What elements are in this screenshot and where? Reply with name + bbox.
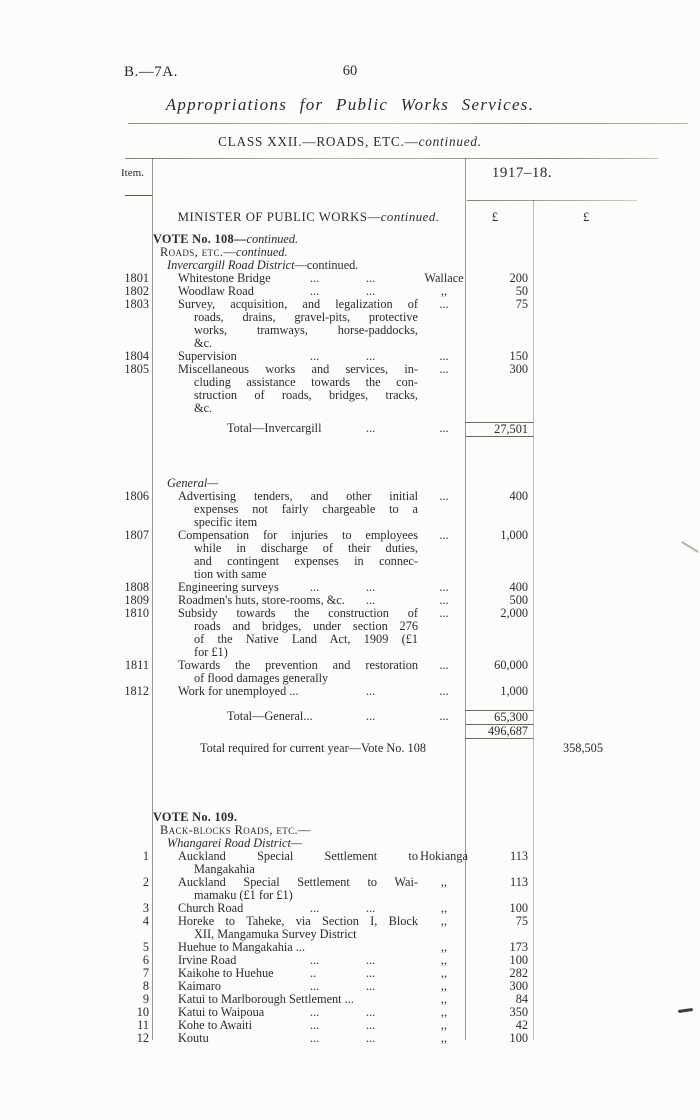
dot-leader: ... — [366, 1018, 376, 1032]
item-number — [115, 724, 152, 739]
item-number: 3 — [142, 901, 149, 915]
description-line: Compensation for injuries to employees — [178, 528, 418, 542]
table-row — [115, 915, 675, 941]
item-column-header: Item. — [121, 167, 144, 179]
amount-value: 27,501 — [465, 422, 533, 437]
locality: ... — [439, 349, 449, 363]
amount-value — [465, 233, 533, 246]
dot-leader: ... — [310, 953, 320, 967]
amount-total-value — [533, 259, 675, 272]
item-number — [115, 824, 152, 837]
class-rule — [125, 158, 658, 159]
amount-value: 75 — [515, 914, 528, 928]
description-line: XII, Mangamuka Survey District — [194, 927, 357, 941]
item-description — [178, 659, 418, 685]
locality: ... — [439, 684, 449, 698]
total-label: Total—Invercargill — [227, 421, 322, 435]
description-line: of the Native Land Act, 1909 (£1 — [194, 632, 418, 646]
description-line: Church Road — [178, 901, 244, 915]
locality: ... — [439, 489, 449, 503]
item-description — [178, 363, 418, 415]
amount-value — [465, 742, 533, 755]
description-line: of flood damages generally — [194, 671, 329, 685]
amount-total-value — [533, 1019, 675, 1032]
running-title: Appropriations for Public Works Services. — [165, 95, 535, 114]
item-number: 1811 — [124, 658, 149, 672]
table-row — [115, 211, 675, 224]
amount-value — [465, 811, 533, 824]
grand-total-label: Total required for current year—Vote No. 108 — [200, 741, 426, 755]
item-description — [178, 876, 418, 902]
description-line: Mangakahia — [194, 862, 255, 876]
class-heading — [0, 134, 700, 150]
description-line: Irvine Road — [178, 953, 237, 967]
section-heading — [152, 211, 465, 224]
item-number: 1806 — [124, 489, 149, 503]
dot-leader: ... — [310, 284, 320, 298]
dot-leader: ... — [366, 593, 376, 607]
item-number — [115, 246, 152, 259]
table-row — [115, 724, 675, 739]
description-line: &c. — [194, 336, 213, 350]
item-number — [115, 811, 152, 824]
item-number: 1812 — [124, 684, 149, 698]
row-body — [152, 659, 465, 685]
appropriations-table — [115, 205, 675, 1045]
amount-total-value: 358,505 — [563, 741, 603, 755]
description-line: Miscellaneous works and services, in- — [178, 362, 418, 376]
table-row — [115, 710, 675, 724]
amount-value — [465, 246, 533, 259]
item-number: 9 — [142, 992, 149, 1006]
locality: ... — [439, 297, 449, 311]
item-description — [178, 850, 418, 876]
amount-total-value — [533, 233, 675, 246]
amount-total-value — [533, 1032, 675, 1045]
dot-leader: ... — [310, 1031, 320, 1045]
locality: ,, — [440, 1031, 448, 1045]
item-number: 12 — [136, 1031, 149, 1045]
dot-leader: ... — [310, 349, 320, 363]
item-number: 6 — [142, 953, 149, 967]
item-description — [178, 298, 418, 350]
dot-leader: ... — [310, 271, 320, 285]
description-line: Towards the prevention and restoration — [178, 658, 418, 672]
amount-value: £ — [491, 210, 499, 224]
row-body — [152, 1032, 465, 1045]
subsection-heading-text: Back-blocks Roads, etc.— — [160, 823, 311, 837]
amount-total-value — [533, 529, 675, 581]
total-label: Total—General... — [227, 709, 313, 723]
table-row — [115, 1032, 675, 1045]
subsection-heading-continued: continued. — [236, 245, 288, 259]
amount-total-value — [533, 581, 675, 594]
amount-total-value — [533, 659, 675, 685]
description-line: Whitestone Bridge — [178, 271, 271, 285]
amount-value: 1,000 — [500, 528, 528, 542]
amount-total-value — [533, 477, 675, 490]
locality: ... — [439, 593, 449, 607]
vote-heading-text: VOTE No. 108— — [153, 232, 247, 246]
amount-value: 200 — [509, 271, 528, 285]
table-row — [115, 298, 675, 350]
subsection-heading-text: Roads, etc.— — [160, 245, 237, 259]
amount-value: 300 — [509, 979, 528, 993]
district-heading-text: Whangarei Road District— — [167, 836, 302, 850]
locality: ... — [439, 580, 449, 594]
amount-value: 42 — [515, 1018, 528, 1032]
locality: ,, — [440, 1018, 448, 1032]
item-number: 1804 — [124, 349, 149, 363]
amount-value: 350 — [509, 1005, 528, 1019]
dot-leader: ... — [366, 709, 376, 723]
amount-value: 60,000 — [494, 658, 528, 672]
amount-total-value — [533, 246, 675, 259]
locality: ,, — [440, 901, 448, 915]
table-row — [115, 490, 675, 529]
description-line: Horeke to Taheke, via Section I, Block — [178, 914, 418, 928]
amount-value: 173 — [509, 940, 528, 954]
description-line: Advertising tenders, and other initial — [178, 489, 418, 503]
table-row — [115, 607, 675, 659]
dot-leader: ... — [439, 709, 449, 723]
amount-total-value — [533, 490, 675, 529]
amount-total-value — [533, 1006, 675, 1019]
amount-total-value — [533, 298, 675, 350]
amount-total-value — [533, 350, 675, 363]
amount-total-value — [533, 954, 675, 967]
item-description — [178, 915, 418, 941]
description-line: works, tramways, horse-paddocks, — [194, 323, 418, 337]
item-number: 4 — [142, 914, 149, 928]
amount-value: 400 — [509, 580, 528, 594]
dot-leader: ... — [439, 421, 449, 435]
description-line: Kaikohe to Huehue — [178, 966, 274, 980]
locality: ,, — [440, 875, 448, 889]
amount-total-value — [533, 685, 675, 698]
class-heading-main: CLASS XXII.—ROADS, ETC.— — [218, 134, 419, 149]
pen-mark-stroke — [681, 541, 699, 553]
locality: ... — [439, 606, 449, 620]
locality: ,, — [440, 940, 448, 954]
document-reference: B.—7A. — [124, 64, 178, 80]
amount-value: 75 — [515, 297, 528, 311]
dot-leader: ... — [366, 271, 376, 285]
dot-leader: ... — [366, 979, 376, 993]
table-row — [115, 659, 675, 685]
amount-total-value — [533, 967, 675, 980]
description-line: mamaku (£1 for £1) — [194, 888, 293, 902]
amount-value — [465, 824, 533, 837]
description-line: for £1) — [194, 645, 228, 659]
amount-total-value — [533, 980, 675, 993]
item-number: 7 — [142, 966, 149, 980]
table-row — [115, 685, 675, 698]
amount-total-value — [533, 993, 675, 1006]
locality: Hokianga — [420, 849, 468, 863]
description-line: specific item — [194, 515, 258, 529]
item-description — [178, 490, 418, 529]
description-line: Work for unemployed ... — [178, 684, 299, 698]
item-number: 8 — [142, 979, 149, 993]
description-line: Katui to Waipoua — [178, 1005, 265, 1019]
description-line: Auckland Special Settlement to — [178, 849, 418, 863]
item-number: 1805 — [124, 362, 149, 376]
dot-leader: ... — [366, 580, 376, 594]
amount-value: 500 — [509, 593, 528, 607]
amount-value: 400 — [509, 489, 528, 503]
description-line: roads, drains, gravel-pits, protective — [194, 310, 418, 324]
dot-leader: ... — [310, 1018, 320, 1032]
row-body — [152, 363, 465, 415]
amount-total-value: £ — [583, 210, 590, 224]
item-description — [178, 607, 418, 659]
amount-value: 1,000 — [500, 684, 528, 698]
description-line: Kohe to Awaiti — [178, 1018, 253, 1032]
pen-mark-dash — [678, 1008, 693, 1013]
description-line: while in discharge of their duties, — [194, 541, 418, 555]
amount-value: 100 — [509, 901, 528, 915]
item-description — [178, 529, 418, 581]
locality: ,, — [440, 953, 448, 967]
item-number: 2 — [142, 875, 149, 889]
amount-total-value — [533, 811, 675, 824]
amount-total-value — [533, 724, 675, 739]
description-line: Engineering surveys — [178, 580, 279, 594]
dot-leader: ... — [366, 284, 376, 298]
dot-leader: ... — [366, 901, 376, 915]
item-number: 1802 — [124, 284, 149, 298]
description-line: Woodlaw Road — [178, 284, 254, 298]
description-line: struction of roads, bridges, tracks, — [194, 388, 418, 402]
row-gap — [115, 415, 675, 422]
item-number: 1 — [142, 849, 149, 863]
item-number: 1807 — [124, 528, 149, 542]
table-row — [115, 529, 675, 581]
row-body — [152, 710, 465, 724]
amount-value: 113 — [510, 875, 528, 889]
row-gap — [115, 698, 675, 710]
description-line: cluding assistance towards the con- — [194, 375, 418, 389]
description-line: Auckland Special Settlement to Wai- — [178, 875, 418, 889]
dot-leader: ... — [310, 901, 320, 915]
section-heading-continued: continued. — [380, 210, 440, 224]
item-description — [178, 685, 418, 698]
table-row — [115, 850, 675, 876]
row-gap — [115, 437, 675, 477]
item-number: 5 — [142, 940, 149, 954]
item-number: 1808 — [124, 580, 149, 594]
class-heading-continued: continued. — [418, 134, 482, 149]
amount-value: 282 — [509, 966, 528, 980]
amount-value: 100 — [509, 1031, 528, 1045]
locality: ... — [439, 362, 449, 376]
row-body — [152, 876, 465, 902]
item-number — [115, 233, 152, 246]
page-number: 60 — [342, 63, 358, 79]
amount-total-value — [533, 594, 675, 607]
description-line: tion with same — [194, 567, 267, 581]
row-body — [152, 742, 465, 755]
dot-leader: ... — [366, 421, 376, 435]
locality: ,, — [440, 979, 448, 993]
dot-leader: .. — [310, 966, 317, 980]
row-body — [152, 422, 465, 437]
item-number: 1810 — [124, 606, 149, 620]
amount-total-value — [533, 824, 675, 837]
row-body — [152, 724, 465, 739]
dot-leader: ... — [366, 966, 376, 980]
amount-total-value — [533, 902, 675, 915]
amount-value: 100 — [509, 953, 528, 967]
dot-leader: ... — [366, 1031, 376, 1045]
table-row — [115, 422, 675, 437]
item-number — [115, 742, 152, 755]
table-row — [115, 742, 675, 755]
amount-total-value — [533, 850, 675, 876]
amount-total-value — [533, 285, 675, 298]
locality: Wallace — [424, 271, 464, 285]
amount-value: 150 — [509, 349, 528, 363]
locality: ,, — [440, 1005, 448, 1019]
amount-total-value — [533, 837, 675, 850]
description-line: Subsidy towards the construction of — [178, 606, 418, 620]
description-line: &c. — [194, 401, 213, 415]
item-number — [115, 710, 152, 724]
amount-total-value — [533, 915, 675, 941]
amount-total-value — [533, 422, 675, 437]
item-description — [178, 1019, 418, 1032]
amount-value: 113 — [510, 849, 528, 863]
row-body — [152, 849, 468, 876]
item-number: 1803 — [124, 297, 149, 311]
item-column-underline — [125, 195, 152, 196]
amount-total-value — [533, 363, 675, 415]
description-line: Kaimaro — [178, 979, 222, 993]
description-line: Survey, acquisition, and legalization of — [178, 297, 418, 311]
item-number: 10 — [136, 1005, 149, 1019]
item-number: 11 — [137, 1018, 149, 1032]
description-line: Roadmen's huts, store-rooms, &c. — [178, 593, 345, 607]
amount-value: 496,687 — [465, 724, 533, 739]
item-number — [115, 211, 152, 224]
amount-value: 300 — [509, 362, 528, 376]
district-heading-suffix: —continued. — [294, 258, 359, 272]
description-line: Koutu — [178, 1031, 209, 1045]
row-body — [152, 915, 465, 941]
dot-leader: ... — [310, 580, 320, 594]
dot-leader: ... — [366, 953, 376, 967]
description-line: roads and bridges, under section 276 — [194, 619, 418, 633]
locality: ,, — [440, 914, 448, 928]
item-description — [178, 1032, 418, 1045]
dot-leader: ... — [366, 349, 376, 363]
vote-heading-text: VOTE No. 109. — [153, 810, 238, 824]
item-number: 1801 — [124, 271, 149, 285]
year-header-rule — [467, 200, 637, 201]
item-number — [115, 422, 152, 437]
locality: ... — [439, 528, 449, 542]
row-body — [152, 298, 465, 350]
locality: ... — [439, 658, 449, 672]
locality: ,, — [440, 284, 448, 298]
amount-value: 65,300 — [465, 710, 533, 724]
amount-total-value — [533, 876, 675, 902]
dot-leader: ... — [310, 979, 320, 993]
description-line: Supervision — [178, 349, 237, 363]
year-column-header: 1917–18. — [491, 165, 553, 181]
item-number: 1809 — [124, 593, 149, 607]
district-heading-text: Invercargill Road District — [167, 258, 295, 272]
amount-total-value — [533, 607, 675, 659]
district-heading-text: General— — [167, 476, 219, 490]
title-rule — [128, 123, 688, 124]
locality: ,, — [440, 992, 448, 1006]
dot-leader: ... — [366, 684, 376, 698]
description-line: Huehue to Mangakahia ... — [178, 940, 306, 954]
table-row — [115, 363, 675, 415]
amount-total-value — [533, 710, 675, 724]
amount-value: 84 — [515, 992, 528, 1006]
locality: ,, — [440, 966, 448, 980]
amount-total-value — [533, 941, 675, 954]
vote-heading-continued: continued. — [246, 232, 299, 246]
row-body — [152, 685, 465, 698]
description-line: expenses not fairly chargeable to a — [194, 502, 418, 516]
description-line: Katui to Marlborough Settlement ... — [178, 992, 354, 1006]
table-row — [115, 876, 675, 902]
row-body — [152, 607, 465, 659]
row-body — [152, 211, 465, 224]
row-body — [152, 490, 465, 529]
dot-leader: ... — [366, 1005, 376, 1019]
amount-value: 50 — [515, 284, 528, 298]
row-gap — [115, 755, 675, 811]
row-body — [152, 529, 465, 581]
section-heading-text: MINISTER OF PUBLIC WORKS— — [177, 210, 381, 224]
description-line: and contingent expenses in connec- — [194, 554, 418, 568]
amount-total-value — [533, 272, 675, 285]
dot-leader: ... — [310, 1005, 320, 1019]
amount-value: 2,000 — [500, 606, 528, 620]
